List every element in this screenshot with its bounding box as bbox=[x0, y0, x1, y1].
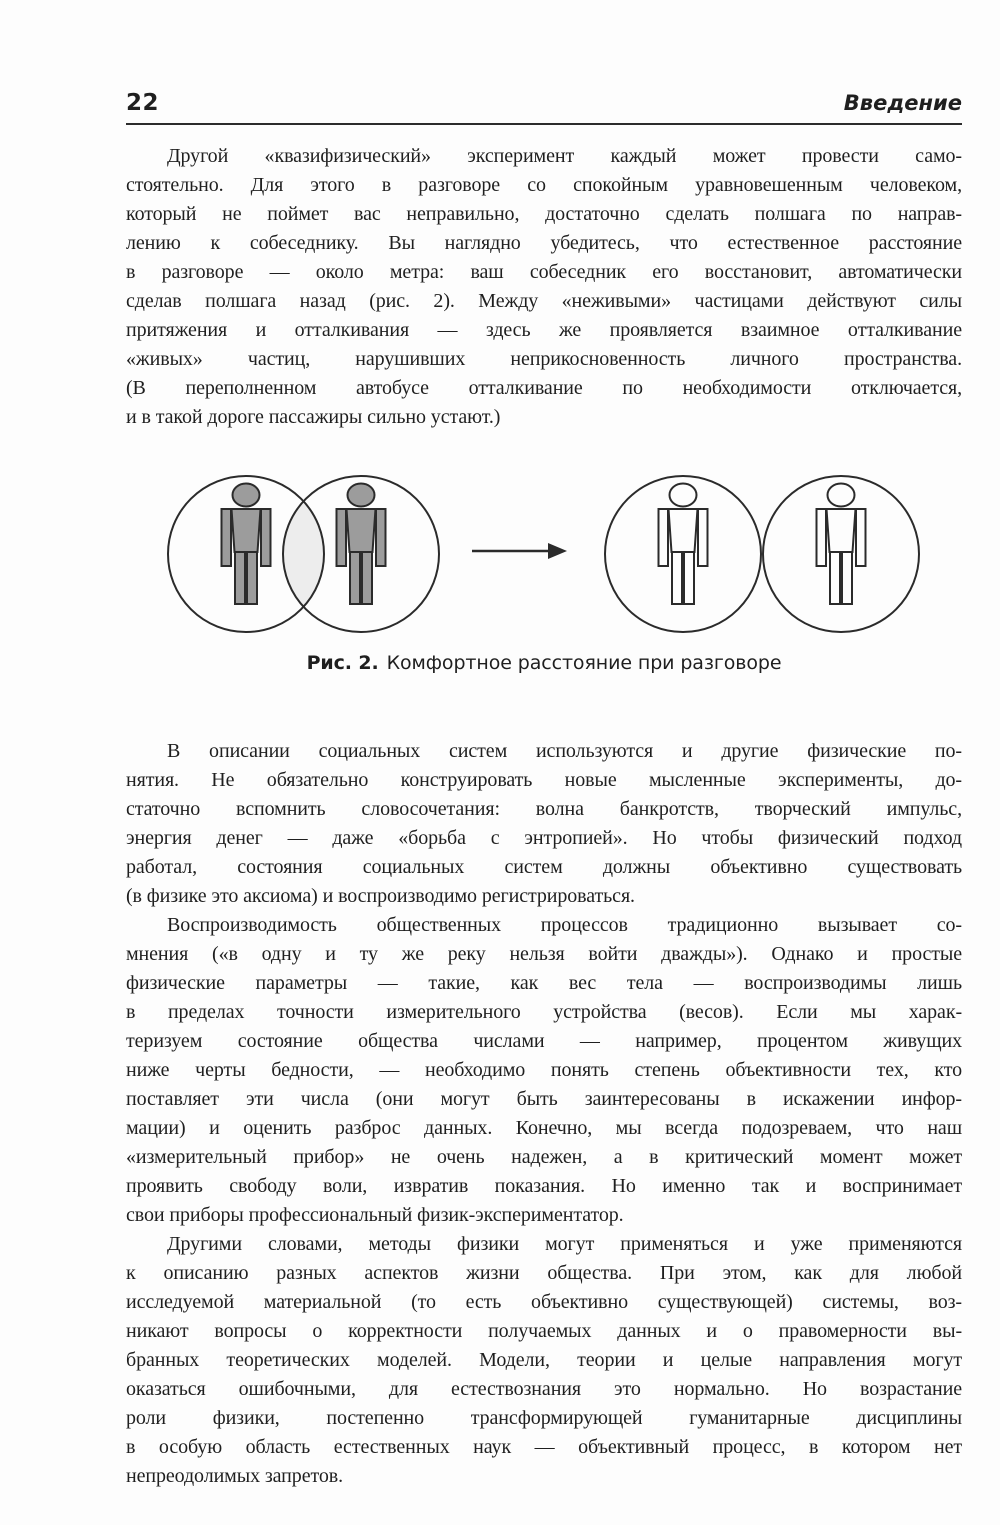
text-line: теризуем состояние общества числами — например, процентом живущих bbox=[126, 1030, 962, 1052]
text-line: В описании социальных систем используются и другие физические по- bbox=[167, 740, 962, 762]
text-line: и в такой дороге пассажиры сильно устают.) bbox=[126, 406, 501, 428]
text-line: нятия. Не обязательно конструировать новые мысленные эксперименты, до- bbox=[126, 769, 962, 791]
paragraph bbox=[126, 142, 962, 432]
page-number: 22 bbox=[126, 90, 160, 116]
text-line: Другой «квазифизический» эксперимент каждый может провести само- bbox=[167, 145, 962, 167]
text-line: (В переполненном автобусе отталкивание по необходимости отключается, bbox=[126, 377, 962, 399]
text-line: поставляет эти числа (они могут быть заинтересованы в искажении инфор- bbox=[126, 1088, 962, 1110]
text-line: мнения («в одну и ту же реку нельзя войти дважды»). Однако и простые bbox=[126, 943, 962, 965]
person-outline-icon bbox=[659, 484, 708, 605]
text-line: сделав полшага назад (рис. 2). Между «неживыми» частицами действуют силы bbox=[126, 290, 962, 312]
person-filled-icon bbox=[337, 484, 386, 605]
figure-caption-text: Комфортное расстояние при разговоре bbox=[386, 652, 782, 674]
page-body bbox=[126, 142, 962, 1491]
text-line: работал, состояния социальных систем должны объективно существовать bbox=[126, 856, 962, 878]
text-line: мации) и оценить разброс данных. Конечно, мы всегда подозреваем, что наш bbox=[126, 1117, 962, 1139]
paragraph bbox=[126, 737, 962, 911]
text-line: в пределах точности измерительного устройства (весов). Если мы харак- bbox=[126, 1001, 962, 1023]
header-rule bbox=[126, 123, 962, 125]
text-line: в особую область естественных наук — объективный процесс, в котором нет bbox=[126, 1436, 962, 1458]
text-line: исследуемой материальной (то есть объективно существующей) системы, воз- bbox=[126, 1291, 962, 1313]
text-line: ниже черты бедности, — необходимо понять степень объективности тех, кто bbox=[126, 1059, 962, 1081]
text-line: притяжения и отталкивания — здесь же проявляется взаимное отталкивание bbox=[126, 319, 962, 341]
text-line: к описанию разных аспектов жизни общества. При этом, как для любой bbox=[126, 1262, 962, 1284]
text-line: роли физики, постепенно трансформирующей гуманитарные дисциплины bbox=[126, 1407, 962, 1429]
text-line: «живых» частиц, нарушивших неприкосновенность личного пространства. bbox=[126, 348, 962, 370]
text-block-before-figure bbox=[126, 142, 962, 432]
text-line: «измерительный прибор» не очень надежен, а в критический момент может bbox=[126, 1146, 962, 1168]
text-line: (в физике это аксиома) и воспроизводимо регистрироваться. bbox=[126, 885, 635, 907]
text-line: никают вопросы о корректности получаемых данных и о правомерности вы- bbox=[126, 1320, 962, 1342]
running-title: Введение bbox=[843, 91, 962, 115]
figure-2 bbox=[126, 463, 962, 676]
text-block-after-figure bbox=[126, 737, 962, 1491]
text-line: физические параметры — такие, как вес тела — воспроизводимы лишь bbox=[126, 972, 962, 994]
text-line: свои приборы профессиональный физик-экспериментатор. bbox=[126, 1204, 624, 1226]
paragraph bbox=[126, 911, 962, 1230]
text-line: непреодолимых запретов. bbox=[126, 1465, 343, 1487]
text-line: лению к собеседнику. Вы наглядно убедитесь, что естественное расстояние bbox=[126, 232, 962, 254]
text-line: оказаться ошибочными, для естествознания это нормально. Но возрастание bbox=[126, 1378, 962, 1400]
person-outline-icon bbox=[817, 484, 866, 605]
text-line: проявить свободу воли, извратив показания. Но именно так и воспринимает bbox=[126, 1175, 962, 1197]
figure-2-drawing bbox=[126, 463, 964, 639]
text-line: Воспроизводимость общественных процессов традиционно вызывает со- bbox=[167, 914, 962, 936]
page-header bbox=[126, 90, 962, 116]
text-line: статочно вспомнить словосочетания: волна банкротств, творческий импульс, bbox=[126, 798, 962, 820]
arrow-head-icon bbox=[548, 543, 567, 559]
figure-caption-label: Рис. 2. bbox=[306, 652, 379, 674]
text-line: в разговоре — около метра: ваш собеседник его восстановит, автоматически bbox=[126, 261, 962, 283]
text-line: энергия денег — даже «борьба с энтропией». Но чтобы физический подход bbox=[126, 827, 962, 849]
figure-2-caption bbox=[126, 650, 962, 676]
text-line: бранных теоретических моделей. Модели, теории и целые направления могут bbox=[126, 1349, 962, 1371]
text-line: Другими словами, методы физики могут применяться и уже применяются bbox=[167, 1233, 962, 1255]
text-line: стоятельно. Для этого в разговоре со спокойным уравновешенным человеком, bbox=[126, 174, 962, 196]
paragraph bbox=[126, 1230, 962, 1491]
person-filled-icon bbox=[222, 484, 271, 605]
text-line: который не поймет вас неправильно, достаточно сделать полшага по направ- bbox=[126, 203, 962, 225]
